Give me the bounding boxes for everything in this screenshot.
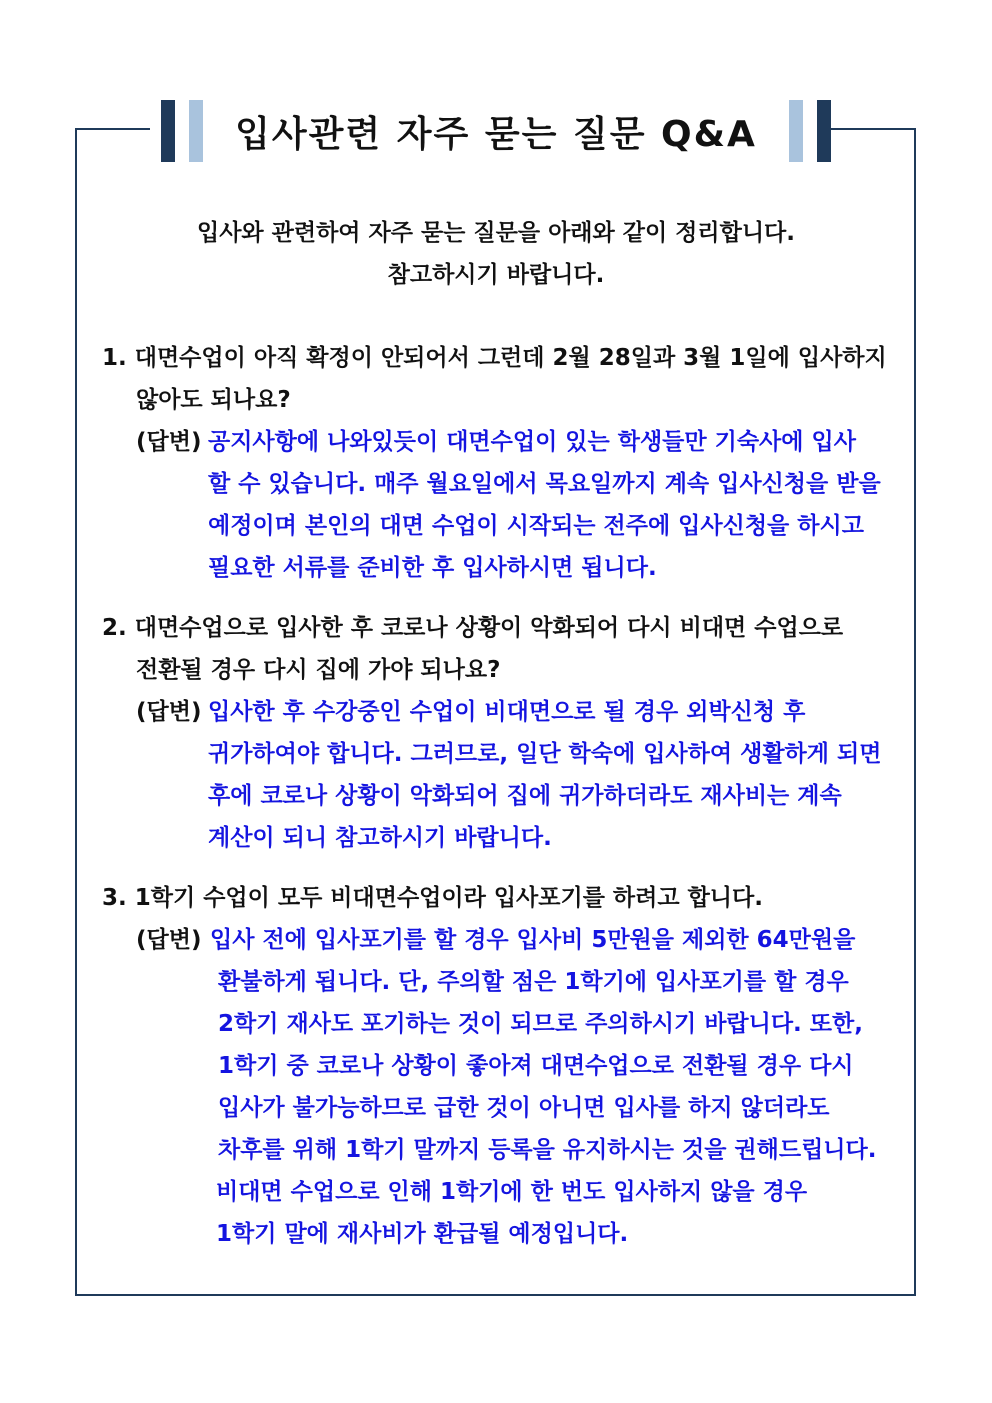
answer-3-line-4: 1학기 중 코로나 상황이 좋아져 대면수업으로 전환될 경우 다시 (218, 1053, 854, 1079)
page-title: 입사관련 자주 묻는 질문 Q&A (235, 113, 757, 155)
answer-1-line-2: 할 수 있습니다. 매주 월요일에서 목요일까지 계속 입사신청을 받을 (208, 471, 881, 497)
answer-2-line-1: 입사한 후 수강중인 수업이 비대면으로 될 경우 외박신청 후 (208, 699, 806, 725)
intro-line: 참고하시기 바랍니다. (387, 262, 605, 288)
answer-3-label: (답변) (136, 927, 202, 953)
answer-3-line-2: 환불하게 됩니다. 단, 주의할 점은 1학기에 입사포기를 할 경우 (218, 969, 849, 995)
answer-3-line-5: 입사가 불가능하므로 급한 것이 아니면 입사를 하지 않더라도 (218, 1095, 830, 1121)
answer-2-line-4: 계산이 되니 참고하시기 바랍니다. (208, 825, 552, 851)
intro-text (100, 212, 892, 296)
question-1-line-2: 않아도 되나요? (136, 387, 291, 413)
answer-1-line-1: 공지사항에 나와있듯이 대면수업이 있는 학생들만 기숙사에 입사 (208, 429, 856, 455)
answer-3-line-3: 2학기 재사도 포기하는 것이 되므로 주의하시기 바랍니다. 또한, (218, 1011, 863, 1037)
title-bar-right-light (789, 100, 803, 162)
answer-1-line-4: 필요한 서류를 준비한 후 입사하시면 됩니다. (208, 555, 657, 581)
answer-3-line-6: 차후를 위해 1학기 말까지 등록을 유지하시는 것을 권해드립니다. (218, 1137, 877, 1163)
title-bar-right-dark (817, 100, 831, 162)
question-1-line-1: 1. 대면수업이 아직 확정이 안되어서 그런데 2월 28일과 3월 1일에 입사하지 (102, 345, 887, 371)
question-2-line-1: 2. 대면수업으로 입사한 후 코로나 상황이 악화되어 다시 비대면 수업으로 (102, 615, 844, 641)
answer-2-line-3: 후에 코로나 상황이 악화되어 집에 귀가하더라도 재사비는 계속 (208, 783, 842, 809)
question-3-line-1: 3. 1학기 수업이 모두 비대면수업이라 입사포기를 하려고 합니다. (102, 885, 763, 911)
answer-1-line-3: 예정이며 본인의 대면 수업이 시작되는 전주에 입사신청을 하시고 (208, 513, 864, 539)
answer-2-line-2: 귀가하여야 합니다. 그러므로, 일단 학숙에 입사하여 생활하게 되면 (208, 741, 882, 767)
question-2-line-2: 전환될 경우 다시 집에 가야 되나요? (136, 657, 501, 683)
answer-3-line-1: 입사 전에 입사포기를 할 경우 입사비 5만원을 제외한 64만원을 (210, 927, 856, 953)
answer-3-line-8: 1학기 말에 재사비가 환급될 예정입니다. (216, 1221, 629, 1247)
intro-line: 입사와 관련하여 자주 묻는 질문을 아래와 같이 정리합니다. (196, 220, 796, 246)
answer-1-label: (답변) (136, 429, 202, 455)
answer-2-label: (답변) (136, 699, 202, 725)
title-bar-left-dark (161, 100, 175, 162)
answer-3-line-7: 비대면 수업으로 인해 1학기에 한 번도 입사하지 않을 경우 (216, 1179, 808, 1205)
title-bar-left-light (189, 100, 203, 162)
